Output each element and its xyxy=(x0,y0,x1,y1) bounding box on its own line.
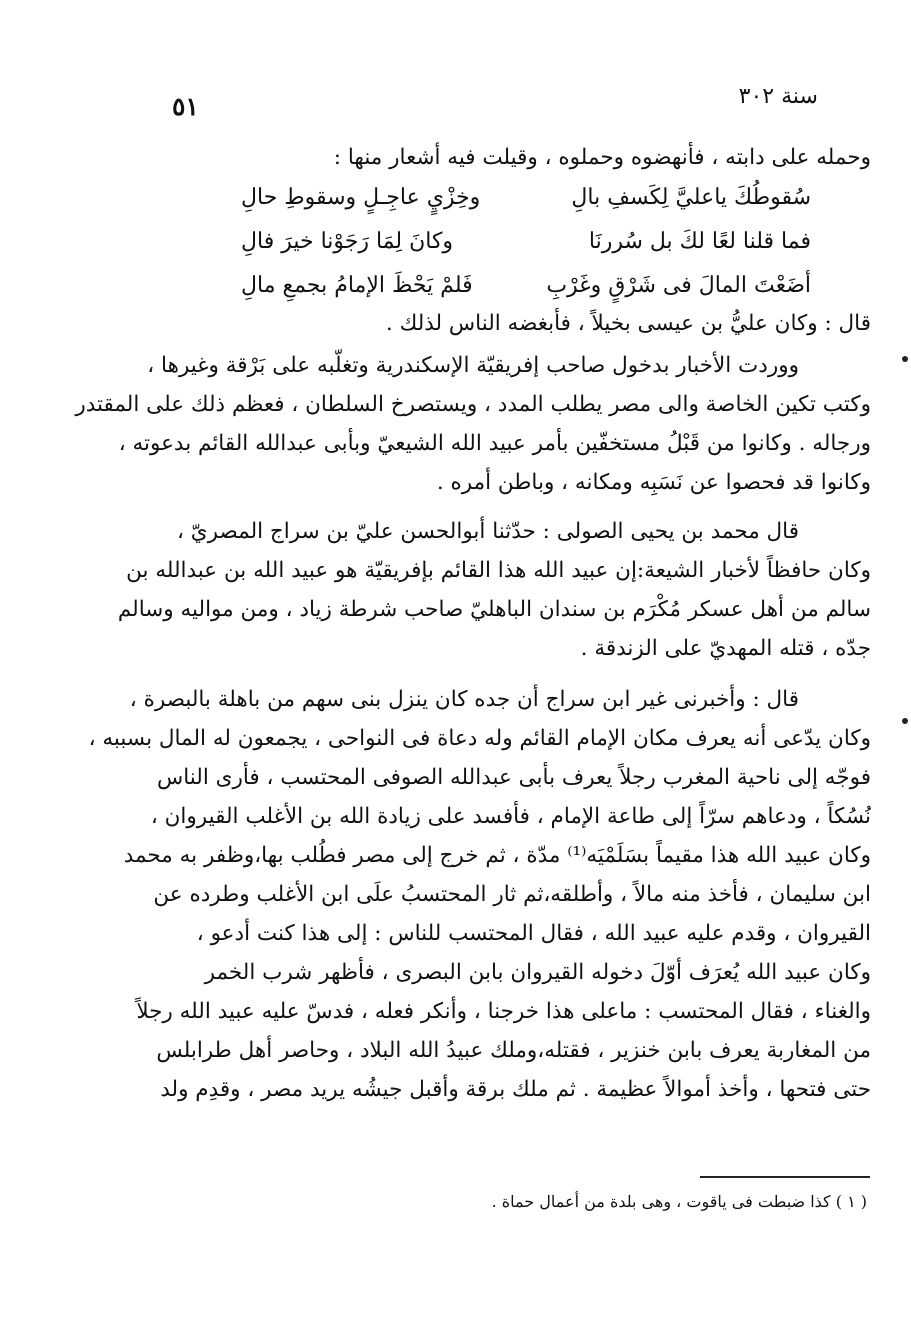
margin-dot-mark xyxy=(902,356,908,362)
intro-block xyxy=(31,138,871,177)
paragraph xyxy=(31,346,871,502)
footnote-divider xyxy=(700,1176,870,1178)
text-line: حتى فتحها ، وأخذ أموالاً عظيمة . ثم ملك برقة وأقبل جيشُه يريد مصر ، وقدِم ولد xyxy=(160,1077,871,1102)
margin-dot-mark xyxy=(902,718,908,724)
running-header-year: سنة ٣٠٢ xyxy=(738,84,818,109)
text-line: من المغاربة يعرف بابن خنزير ، فقتله،وملك عبيدُ الله البلاد ، وحاصر أهل طرابلس xyxy=(156,1038,871,1063)
poem-hemistich-right: سُقوطُكَ ياعليَّ لِكَسفِ بالِ xyxy=(571,185,811,210)
poem xyxy=(31,176,871,308)
poem-hemistich-right: فما قلنا لعًا لكَ بل سُررنَا xyxy=(588,229,811,254)
text-line: ابن سليمان ، فأخذ منه مالاً ، وأطلقه،ثم ثار المحتسبُ علَى ابن الأغلب وطرده عن xyxy=(153,882,871,907)
text-line: وكتب تكين الخاصة والى مصر يطلب المدد ، ويستصرخ السلطان ، فعظم ذلك على المقتدر xyxy=(75,392,871,417)
text-line: سالم من أهل عسكر مُكْرَم بن سندان الباهليّ صاحب شرطة زياد ، ومن مواليه وسالم xyxy=(117,597,871,622)
text-line: ورجاله . وكانوا من قَبْلُ مستخفّين بأمر عبيد الله الشيعيّ وبأبى عبدالله القائم بدعوته ، xyxy=(118,431,871,456)
footnote: ( ١ ) كذا ضبطت فى ياقوت ، وهى بلدة من أعمال حماة . xyxy=(491,1192,867,1211)
poem-hemistich-left: وكانَ لِمَا رَجَوْنا خيرَ فالِ xyxy=(241,229,454,254)
poem-hemistich-left: فَلمْ يَحْظَ الإمامُ بجمعِ مالِ xyxy=(241,273,473,298)
poem-hemistich-right: أضَعْتَ المالَ فى شَرْقٍ وغَرْبِ xyxy=(546,273,811,298)
text-line: ووردت الأخبار بدخول صاحب إفريقيّة الإسكندرية وتغلّبه على بَرْقة وغيرها ، xyxy=(147,353,799,378)
text-line: وكان يدّعى أنه يعرف مكان الإمام القائم وله دعاة فى النواحى ، يجمعون له المال بسببه ، xyxy=(88,726,871,751)
poem-hemistich-left: وخِزْيٍ عاجِـلٍ وسقوطِ حالِ xyxy=(241,185,481,210)
paragraph xyxy=(31,512,871,668)
text-line: قال محمد بن يحيى الصولى : حدّثنا أبوالحسن عليّ بن سراج المصريّ ، xyxy=(177,519,799,544)
text-line: وكان عبيد الله يُعرَف أوّلَ دخوله القيروان بابن البصرى ، فأظهر شرب الخمر xyxy=(204,960,871,985)
text-line: قال : وأخبرنى غير ابن سراج أن جده كان ينزل بنى سهم من باهلة بالبصرة ، xyxy=(129,687,799,712)
text-line: فوجّه إلى ناحية المغرب رجلاً يعرف بأبى عبدالله الصوفى المحتسب ، فأرى الناس xyxy=(156,765,871,790)
text-line: القيروان ، وقدم عليه عبيد الله ، فقال المحتسب للناس : إلى هذا كنت أدعو ، xyxy=(196,921,871,946)
after-poem-block xyxy=(31,304,871,343)
text-line: قال : وكان عليُّ بن عيسى بخيلاً ، فأبغضه الناس لذلك . xyxy=(385,311,871,336)
text-line: نُسُكاً ، ودعاهم سرّاً إلى طاعة الإمام ، فأفسد على زيادة الله بن الأغلب القيروان ، xyxy=(150,804,871,829)
text-line: وكان عبيد الله هذا مقيماً بسَلَمْيَه⁽¹⁾ مدّة ، ثم خرج إلى مصر فطُلب بها،وظفر به محمد xyxy=(123,843,871,868)
text-line: والغناء ، فقال المحتسب : ماعلى هذا خرجنا ، وأنكر فعله ، فدسّ عليه عبيد الله رجلاً xyxy=(136,999,871,1024)
poem-verse xyxy=(31,220,871,264)
intro-line: وحمله على دابته ، فأنهضوه وحملوه ، وقيلت فيه أشعار منها : xyxy=(333,145,871,170)
paragraph xyxy=(31,680,871,1109)
poem-verse xyxy=(31,264,871,308)
page-number: ٥١ xyxy=(172,92,199,121)
poem-verse xyxy=(31,176,871,220)
text-line: وكان حافظاً لأخبار الشيعة:إن عبيد الله هذا القائم بإفريقيّة هو عبيد الله بن عبدالله بن xyxy=(126,558,871,583)
text-line: وكانوا قد فحصوا عن نَسَبِه ومكانه ، وباطن أمره . xyxy=(436,470,871,495)
text-line: جدّه ، قتله المهديّ على الزندقة . xyxy=(580,636,871,661)
